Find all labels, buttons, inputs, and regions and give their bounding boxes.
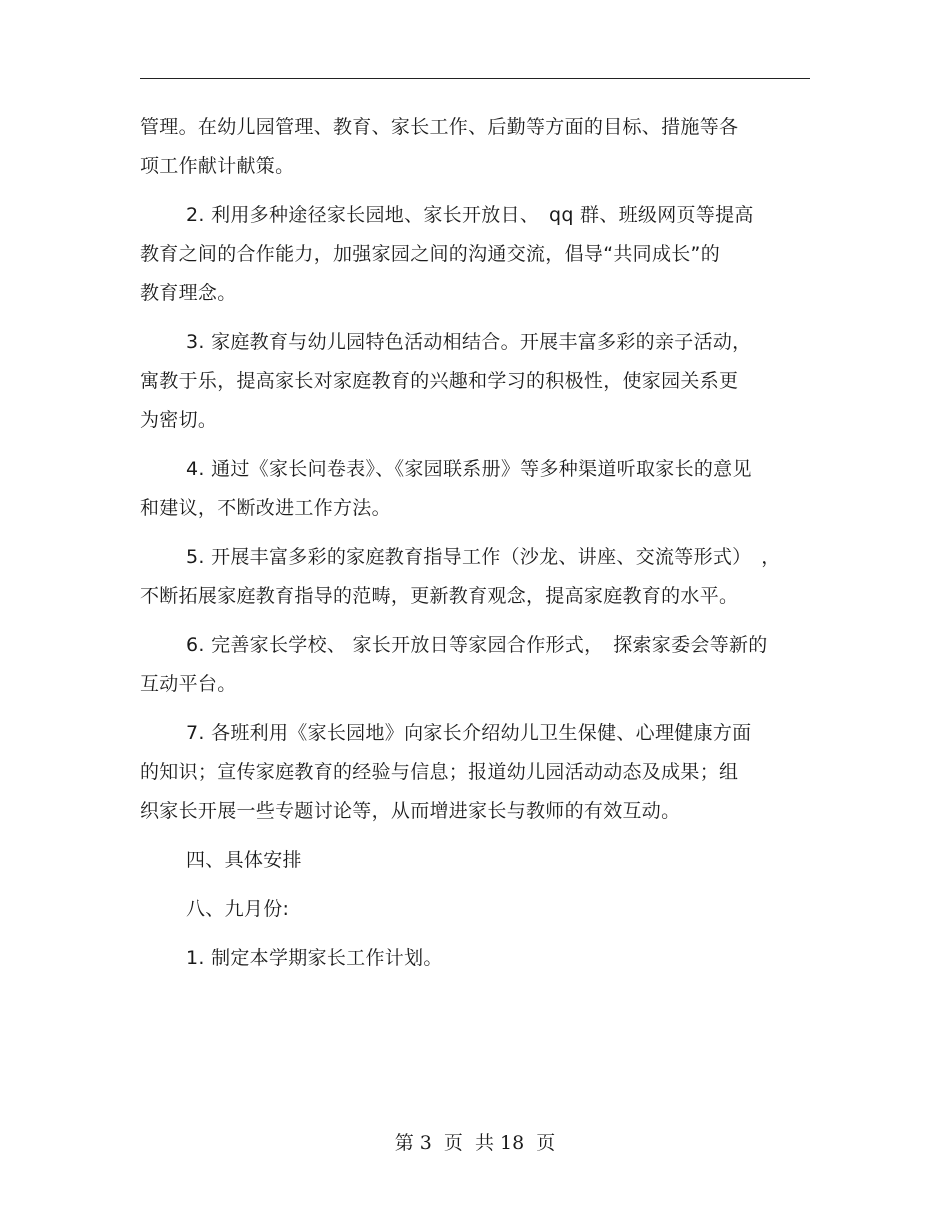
text-line: 7. 各班利用《家长园地》向家长介绍幼儿卫生保健、心理健康方面: [186, 722, 752, 744]
text-line: 寓教于乐，提高家长对家庭教育的兴趣和学习的积极性，使家园关系更: [140, 370, 739, 392]
paragraph: [140, 714, 810, 831]
paragraph: [140, 538, 810, 616]
text-line: 4. 通过《家长问卷表》、《家园联系册》等多种渠道听取家长的意见: [186, 458, 752, 480]
text-line: 1. 制定本学期家长工作计划。: [186, 947, 443, 969]
text-line: 八、九月份:: [186, 898, 290, 920]
text-line: 和建议，不断改进工作方法。: [140, 497, 391, 519]
paragraph: [140, 939, 810, 978]
text-line: 的知识；宣传家庭教育的经验与信息；报道幼儿园活动动态及成果；组: [140, 761, 739, 783]
text-line: 2. 利用多种途径家长园地、家长开放日、 qq 群、班级网页等提高: [186, 204, 754, 226]
section-heading: [140, 841, 810, 880]
document-body: [140, 108, 810, 988]
text-line: 教育理念。: [140, 282, 237, 304]
paragraph: [140, 108, 810, 186]
text-line: 互动平台。: [140, 673, 237, 695]
text-line: 6. 完善家长学校、 家长开放日等家园合作形式， 探索家委会等新的: [186, 634, 768, 656]
text-line: 3. 家庭教育与幼儿园特色活动相结合。开展丰富多彩的亲子活动，: [186, 331, 752, 353]
text-line: 不断拓展家庭教育指导的范畴，更新教育观念，提高家庭教育的水平。: [140, 585, 739, 607]
text-line: 5. 开展丰富多彩的家庭教育指导工作（沙龙、讲座、交流等形式） ，: [186, 546, 781, 568]
paragraph: [140, 450, 810, 528]
subheading: [140, 890, 810, 929]
page-number-footer: 第 3 页 共 18 页: [394, 1132, 556, 1154]
paragraph: [140, 196, 810, 313]
header-rule: [140, 78, 810, 79]
paragraph: [140, 323, 810, 440]
text-line: 管理。在幼儿园管理、教育、家长工作、后勤等方面的目标、措施等各: [140, 116, 739, 138]
text-line: 项工作献计献策。: [140, 155, 295, 177]
paragraph: [140, 626, 810, 704]
text-line: 教育之间的合作能力，加强家园之间的沟通交流，倡导“共同成长”的: [140, 243, 720, 265]
text-line: 为密切。: [140, 409, 218, 431]
text-line: 四、具体安排: [186, 849, 302, 871]
text-line: 织家长开展一些专题讨论等，从而增进家长与教师的有效互动。: [140, 800, 681, 822]
